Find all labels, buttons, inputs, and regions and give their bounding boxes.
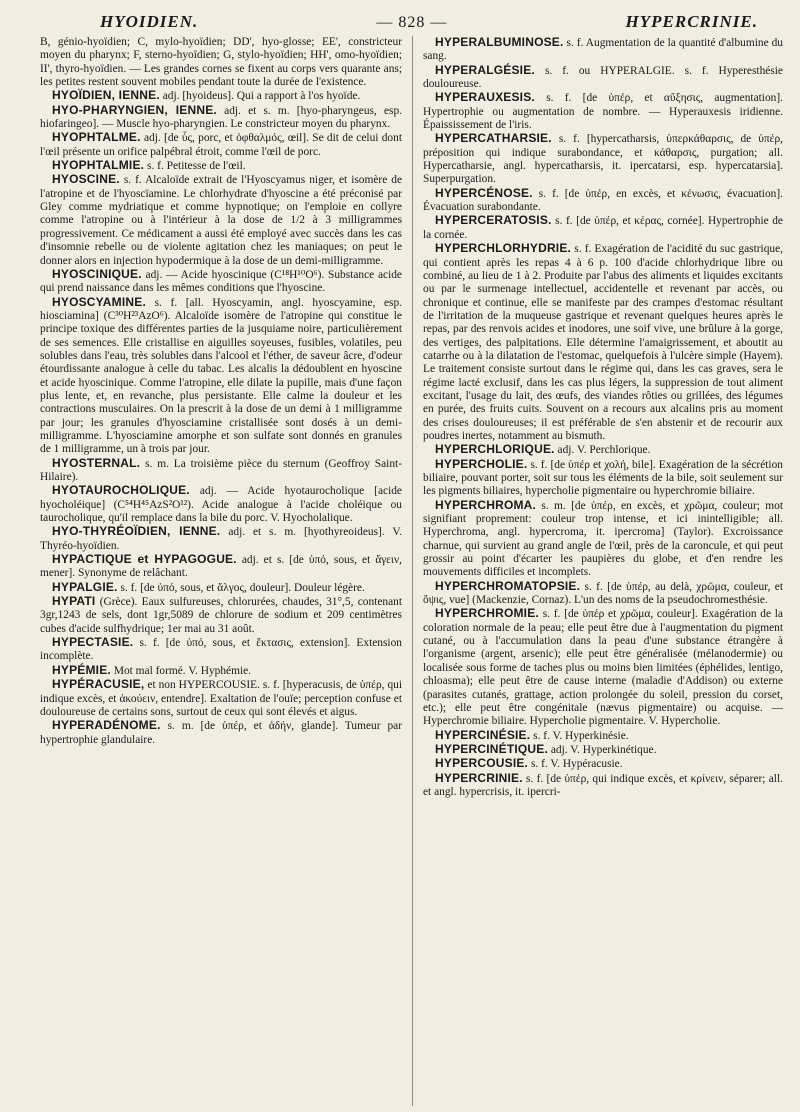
entry-definition: s. f. [de ὑπέρ, en excès, et κένωσις, évacuation]. Évacuation surabondante. <box>423 187 783 214</box>
entry-definition: s. m. [de ὑπέρ, et ἀδήν, glande]. Tumeur par hypertrophie glandulaire. <box>40 720 402 746</box>
entry-headword: HYPERCHROMIE. <box>435 606 539 621</box>
entry-definition: s. f. V. Hyperkinésie. <box>533 729 629 742</box>
entry-definition: s. f. Petitesse de l'œil. <box>147 160 246 173</box>
dictionary-entry <box>40 678 402 719</box>
dictionary-entry <box>40 525 402 553</box>
entry-definition: s. f. [de ὑπό, sous, et ἔκτασις, extension]. Extension incomplète. <box>40 637 402 663</box>
entry-definition: adj. et s. [de ὑπό, sous, et ἄγειν, mener]. Synonyme de relâchant. <box>40 554 402 580</box>
entry-headword: HYPERCHROMATOPSIE. <box>435 578 581 593</box>
header-left-word: HYOIDIEN. <box>100 12 199 31</box>
entry-definition: adj. [de ὗς, porc, et ὀφθαλμός, œil]. Se dit de celui dont l'œil présente un orifice palpébral étroit, comme l'œil de porc. <box>40 132 402 158</box>
dictionary-entry <box>40 457 402 485</box>
dictionary-entry <box>423 772 783 800</box>
text-columns <box>40 36 786 1106</box>
right-column <box>412 36 783 1106</box>
left-column <box>40 36 412 1106</box>
entry-definition: (Grèce). Eaux sulfureuses, chlorurées, chaudes, 31°,5, contenant 3gr,1243 de sels, dont 1gr,5089 de chlorure de sodium et 209 centimètres cubes d'acide sulfhydrique; 1er mai au 31 août. <box>40 596 402 635</box>
entry-definition: s. f. [de ὑπέρ, au delà, χρῶμα, couleur, et ὄψις, vue] (Mackenzie, Cornaz). L'un des noms de la pseudochromesthésie. <box>423 580 783 607</box>
entry-headword: HYPÉRACUSIE, <box>52 677 145 692</box>
dictionary-entry <box>423 132 783 186</box>
dictionary-entry <box>423 443 783 457</box>
entry-headword: HYO-THYRÉOÏDIEN, IENNE. <box>52 524 221 539</box>
dictionary-entry <box>40 104 402 132</box>
entry-headword: HYOSTERNAL. <box>52 455 141 470</box>
dictionary-entry <box>423 757 783 771</box>
entry-headword: HYPERCATHARSIE. <box>435 131 552 146</box>
entry-definition: s. f. Alcaloïde extrait de l'Hyoscyamus niger, et isomère de l'atropine et de l'hyoscïamine. Le chlorhydrate d'hyoscine a été préconisé par Gley comme mydriatique et comme hypnotique; on l'emploie en collyre comme l'atropine ou à l'intérieur à la dose de 1/2 à 3 milligrammes progressivement. Ce médicament a aussi été employé avec succès dans les cas d'insomnie rebelle ou de violente agitation chez les maniaques; on peut le donner alors en injection hypodermique à la dose de un demi-milligramme. <box>40 174 402 267</box>
dictionary-entry <box>40 581 402 595</box>
entry-headword: HYPERCHOLIE. <box>435 456 528 471</box>
dictionary-entry <box>40 664 402 678</box>
entry-definition: s. m. [de ὑπέρ, en excès, et χρῶμα, couleur; mot signifiant proprement: couleur trop intense, et ici inintelligible; all. Hyperchroma, angl. hypercroma, it. ipercroma] (Taylor). Excroissance charnue, qui survient au grand angle de l'œil, près de la caroncule, et qui peut grossir au point d'écarter les paupières du globe, et d'en rendre les mouvements difficiles et incomplets. <box>423 499 783 579</box>
entry-headword: HYPERADÉNOME. <box>52 718 161 733</box>
entry-headword: HYOSCINE. <box>52 172 120 187</box>
dictionary-entry <box>40 719 402 747</box>
entry-definition: s. f. [all. Hyoscyamin, angl. hyoscyamine, esp. hiosciamina] (C³⁰H²³AzO⁶). Alcaloïde isomère de l'atropine qui constitue le principe toxique des différentes parties de la jusquiame noire, particulièrement de ses semences. Elle cristallise en aiguilles soyeuses, fusibles, volatiles, peu solubles dans l'eau, très solubles dans l'alcool et l'éther, de saveur âcre, d'odeur étourdissante analogue à celle du tabac. Les alcalis la dédoublent en hyoscine et acide hyoscinique. Comme l'atropine, elle dilate la pupille, mais d'une façon plus lente, et, en revanche, plus persistante. Elle calme la douleur et les contractions musculaires. On la prescrit à la dose de un demi à 1 milligramme par jour; les granules d'hyosciamine cristallisée sont dosés à un demi-milligramme. L'hyosciamine amorphe et son sulfate sont donnés en granules de 1 milligramme, un à trois par jour. <box>40 296 402 456</box>
entry-definition: adj. V. Perchlorique. <box>557 444 651 457</box>
entry-definition: Mot mal formé. V. Hyphémie. <box>113 664 252 677</box>
dictionary-entry <box>40 595 402 636</box>
running-header <box>40 12 786 36</box>
entry-headword: HYOÏDIEN, IENNE. <box>52 88 160 103</box>
entry-headword: HYPERCINÉSIE. <box>435 727 531 742</box>
entry-headword: HYPACTIQUE et HYPAGOGUE. <box>52 552 237 567</box>
entry-headword: HYOPHTALMIE. <box>52 158 145 173</box>
dictionary-entry <box>40 159 402 173</box>
entry-headword: HYPERCHROMA. <box>435 497 537 512</box>
entry-definition: s. f. V. Hypéracusie. <box>530 758 623 771</box>
dictionary-entry <box>423 729 783 743</box>
entry-headword: HYPERALBUMINOSE. <box>435 36 564 49</box>
entry-definition: adj. — Acide hyoscinique (C¹⁸H¹⁰O⁶). Substance acide qui prend naissance dans les mêmes conditions que l'hyoscine. <box>40 268 402 295</box>
entry-definition: s. m. La troisième pièce du sternum (Geoffroy Saint-Hilaire). <box>40 457 402 483</box>
entry-headword: HYOSCINIQUE. <box>52 266 142 281</box>
entry-headword: HYPERALGÉSIE. <box>435 62 535 77</box>
entry-headword: HYPERCINÉTIQUE. <box>435 741 549 756</box>
entry-definition: et non HYPERCOUSIE. s. f. [hyperacusis, de ὑπέρ, qui indique excès, et ἀκούειν, entendre]. Exaltation de l'ouïe; perception confuse et douloureuse de certains sons, surtout de ceux qui sont élevés et aigus. <box>40 679 402 718</box>
entry-definition: s. f. Exagération de l'acidité du suc gastrique, qui contient après les repas 4 à 6 p. 100 d'acide chlorhydrique libre ou combiné, au lieu de 1 à 2. Produite par l'abus des aliments et liquides excitants ou par le surmenage intellectuel, accidentelle et revenant par accès, ou chronique et continue, elle se manifeste par des crampes d'estomac résultant de l'irritation de la muqueuse gastrique et revenant quelques heures après le repas, par des renvois acides et inodores, une soif vive, une brûlure à la gorge, des vertiges, des palpitations. Elle détermine l'amaigrissement, et aboutit au catarrhe ou à la dilatation de l'estomac, quelquefois à l'ulcère simple (Hayem). Le traitement consiste surtout dans le régime qui, dans les cas graves, sera le régime lacté exclusif, dans les cas plus légers, la suppression de tout aliment excitant, l'usage du lait, des œufs, des viandes rôties ou grillées, des légumes en purée, des fruits cuits. Souvent on a recours aux alcalins pris au moment des crises douloureuses; il est préférable de s'en abstenir et de recourir aux poudres inertes, notamment au bismuth. <box>423 243 783 442</box>
entry-headword: HYPERAUXESIS. <box>435 90 535 105</box>
entry-headword: HYPATI <box>52 594 96 609</box>
entry-definition: adj. — Acide hyotaurocholique [acide hyocholéique] (C⁵⁴H⁴⁵AzS²O¹²). Acide analogue à l'acide choléique ou taurocholique, qu'il remplace dans la bile du porc. V. Hyocholalique. <box>40 485 402 525</box>
dictionary-entry <box>423 499 783 580</box>
entry-headword: HYPALGIE. <box>52 579 118 594</box>
entry-definition: s. f. Augmentation de la quantité d'albumine du sang. <box>423 37 783 63</box>
entry-headword: HYPERCERATOSIS. <box>435 213 552 228</box>
header-right-word: HYPERCRINIE. <box>625 12 758 31</box>
entry-headword: HYPERCOUSIE. <box>435 756 529 771</box>
entry-definition: s. f. ou HYPERALGIE. s. f. Hyperesthésie douloureuse. <box>423 64 783 91</box>
entry-definition: s. f. [de ὑπέρ, et αὔξησις, augmentation]. Hypertrophie ou augmentation de nombre. — Hyperauxesis iridienne. Épaississement de l'iris. <box>423 92 783 132</box>
entry-headword: HYPERCHLORIQUE. <box>435 442 555 457</box>
entry-definition: adj. et s. m. [hyo-pharyngeus, esp. hiofaringeo]. — Muscle hyo-pharyngien. Le constricteur moyen du pharynx. <box>40 104 402 131</box>
entry-headword: HYPÉMIE. <box>52 662 111 677</box>
dictionary-entry <box>40 89 402 103</box>
dictionary-entry <box>423 187 783 215</box>
entry-definition: s. f. [de ὑπό, sous, et ἄλγος, douleur]. Douleur légère. <box>120 581 365 594</box>
entry-definition: s. f. [de ὑπέρ, qui indique excès, et κρίνειν, séparer; all. et angl. hypercrisis, it. ipercri- <box>423 772 783 798</box>
entry-headword: HYPECTASIE. <box>52 635 134 650</box>
entry-definition: adj. V. Hyperkinétique. <box>550 743 657 756</box>
dictionary-entry <box>423 214 783 242</box>
dictionary-entry <box>40 268 402 296</box>
entry-definition: adj. et s. m. [hyothyreoideus]. V. Thyréo-hyoïdien. <box>40 526 402 552</box>
dictionary-entry <box>40 173 402 267</box>
entry-definition: s. f. [de ὑπέρ et χρῶμα, couleur]. Exagération de la coloration normale de la peau; elle peut être due à l'augmentation du pigment cutané, ou à l'accumulation dans la peau d'une substance étrangère à l'organisme (argent, arsenic); elle peut être généralisée (mélanodermie) ou localisée sous forme de taches plus ou moins bien limitées (éphélides, lentigo, chloasma); elle peut être de cause interne (maladie d'Addison) ou externe (parasites cutanés, grattage, action prolongée du soleil, pression du corset, etc.); elle peut être congénitale (nævus pigmentaire) ou acquise. — Hyperchromie biliaire. Hypercholie pigmentaire. V. Hypercholie. <box>423 608 783 728</box>
dictionary-entry <box>40 131 402 159</box>
entry-definition: adj. [hyoideus]. Qui a rapport à l'os hyoïde. <box>162 90 361 103</box>
entry-headword: HYPERCÉNOSE. <box>435 185 533 200</box>
dictionary-entry <box>423 743 783 757</box>
entry-headword: HYOPHTALME. <box>52 130 141 145</box>
dictionary-entry <box>423 580 783 608</box>
entry-definition: B, génio-hyoïdien; C, mylo-hyoïdien; DD', hyo-glosse; EE', constricteur moyen du pharynx; F, sterno-hyoïdien; G, stylo-hyoïdien; HH', omo-hyoïdien; II', thyro-hyoïdien. — Les grandes cornes se fixent au corps vers quarante ans; les petites restent souvent mobiles pendant toute la durée de l'existence. <box>40 36 402 89</box>
entry-headword: HYPERCHLORHYDRIE. <box>435 241 572 256</box>
entry-headword: HYPERCRINIE. <box>435 770 523 785</box>
dictionary-entry <box>40 484 402 525</box>
dictionary-entry <box>423 64 783 92</box>
entry-headword: HYOSCYAMINE. <box>52 294 146 309</box>
entry-definition: s. f. [hypercatharsis, ὑπερκάθαρσις, de ὑπέρ, préposition qui indique surabondance, et κάθαρσις, purgation; all. Hypercatharsie, angl. hypercatharsis, it. ipercatarsi, esp. hypercatarsia]. Superpurgation. <box>423 133 783 186</box>
dictionary-entry <box>423 36 783 64</box>
entry-headword: HYO-PHARYNGIEN, IENNE. <box>52 102 217 117</box>
page-number: — 828 — <box>376 14 448 31</box>
entry-definition: s. f. [de ὑπέρ et χολή, bile]. Exagération de la sécrétion biliaire, pouvant porter, soit sur tous les éléments de la bile, soit seulement sur les pigments biliaires, hypercholie pigmentaire ou hyperchromie biliaire. <box>423 458 783 498</box>
dictionary-entry <box>423 607 783 728</box>
dictionary-entry <box>40 296 402 457</box>
entry-headword: HYOTAUROCHOLIQUE. <box>52 483 190 498</box>
dictionary-entry <box>423 242 783 443</box>
dictionary-entry <box>423 91 783 132</box>
dictionary-entry <box>40 553 402 581</box>
dictionary-entry <box>40 36 402 89</box>
dictionary-entry <box>423 458 783 499</box>
dictionary-entry <box>40 636 402 664</box>
entry-definition: s. f. [de ὑπέρ, et κέρας, cornée]. Hypertrophie de la cornée. <box>423 215 783 241</box>
